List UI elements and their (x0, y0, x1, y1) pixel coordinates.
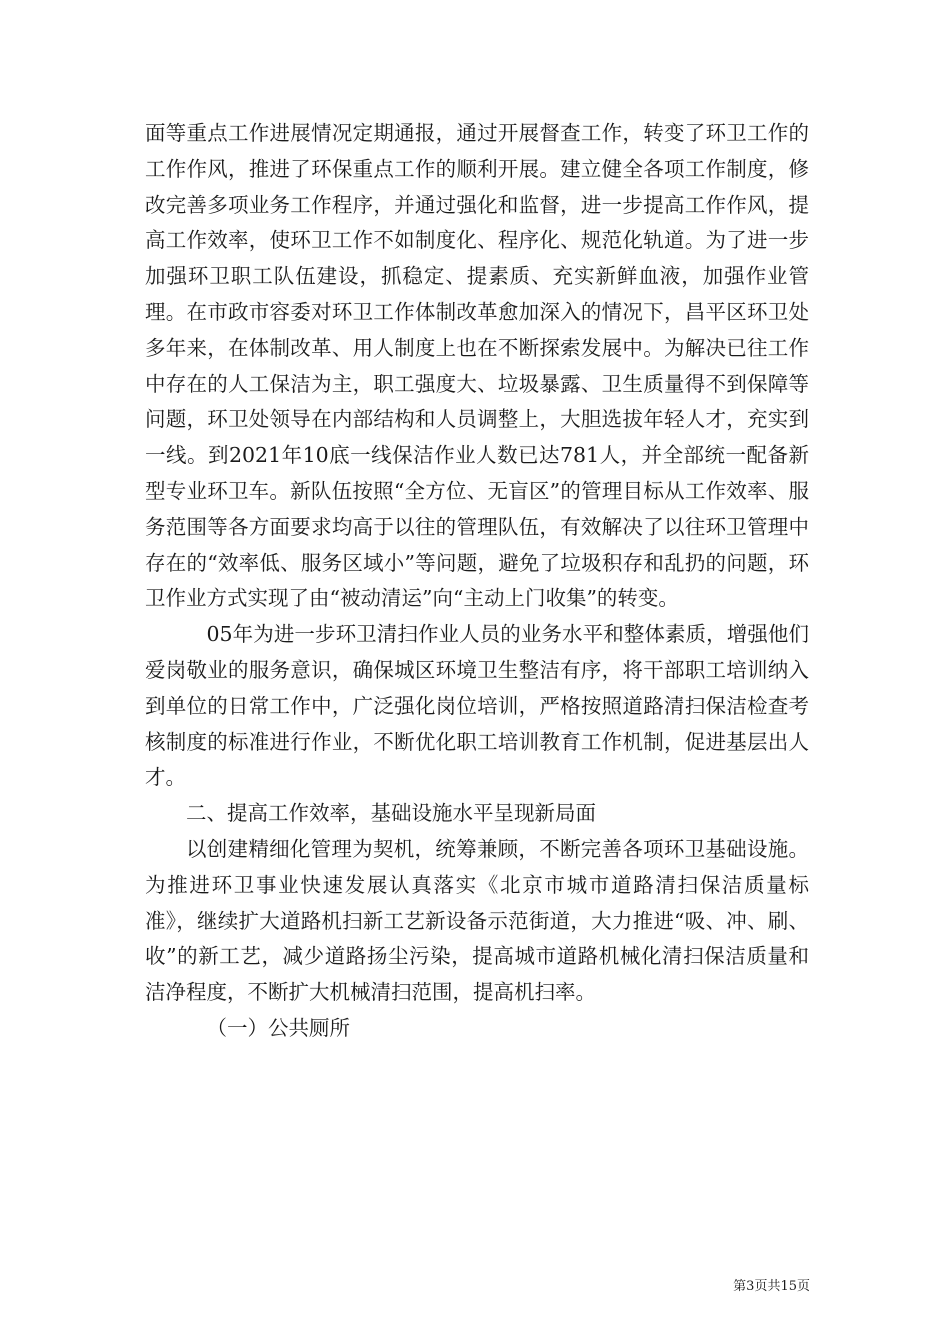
page-number: 第3页共15页 (733, 1279, 810, 1294)
paragraph-continuation: 面等重点工作进展情况定期通报，通过开展督查工作，转变了环卫工作的工作作风，推进了环保重点工作的顺利开展。建立健全各项工作制度，修改完善多项业务工作程序，并通过强化和监督，进一步提高工作作风，提高工作效率，使环卫工作不如制度化、程序化、规范化轨道。为了进一步加强环卫职工队伍建设，抓稳定、提素质、充实新鲜血液，加强作业管理。在市政市容委对环卫工作体制改革愈加深入的情况下，昌平区环卫处多年来，在体制改革、用人制度上也在不断探索发展中。为解决已往工作中存在的人工保洁为主，职工强度大、垃圾暴露、卫生质量得不到保障等问题，环卫处领导在内部结构和人员调整上，大胆选拔年轻人才，充实到一线。到2021年10底一线保洁作业人数已达781人，并全部统一配备新型专业环卫车。新队伍按照“全方位、无盲区”的管理目标从工作效率、服务范围等各方面要求均高于以往的管理队伍，有效解决了以往环卫管理中存在的“效率低、服务区域小”等问题，避免了垃圾积存和乱扔的问题，环卫作业方式实现了由“被动清运”向“主动上门收集”的转变。 (145, 121, 809, 611)
subsection-heading: （一）公共厕所 (206, 1015, 350, 1040)
section-heading: 二、提高工作效率，基础设施水平呈现新局面 (186, 801, 596, 826)
paragraph-infrastructure: 以创建精细化管理为契机，统筹兼顾，不断完善各项环卫基础设施。为推进环卫事业快速发展认真落实《北京市城市道路清扫保洁质量标准》，继续扩大道路机扫新工艺新设备示范街道，大力推进“吸、冲、刷、收”的新工艺，减少道路扬尘污染，提高城市道路机械化清扫保洁质量和洁净程度，不断扩大机械清扫范围，提高机扫率。 (145, 836, 809, 1005)
document-body (145, 116, 809, 1047)
paragraph-training: 05年为进一步环卫清扫作业人员的业务水平和整体素质，增强他们爱岗敬业的服务意识，确保城区环境卫生整洁有序，将干部职工培训纳入到单位的日常工作中，广泛强化岗位培训，严格按照道路清扫保洁检查考核制度的标准进行作业，不断优化职工培训教育工作机制，促进基层出人才。 (145, 622, 809, 790)
